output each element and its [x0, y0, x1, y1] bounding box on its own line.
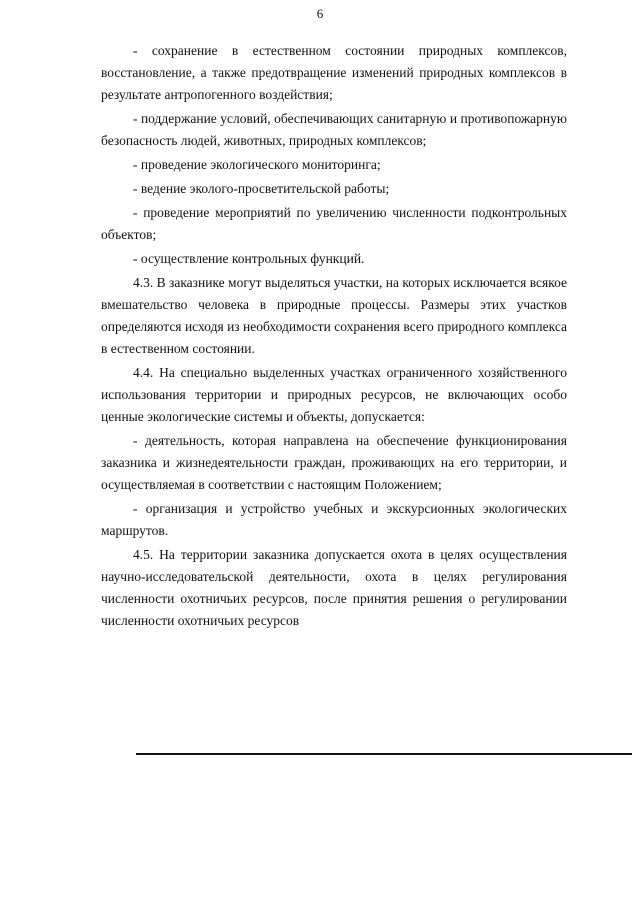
list-item-education: - ведение эколого-просветительской работы;: [133, 181, 390, 196]
list-item-activity: - деятельность, которая направлена на обеспечение функционирования заказника и жизнедеятельности граждан, проживающих на его территории, и осуществляемая в соответствии с настоящим Положением;: [101, 433, 567, 492]
clause-4-5: 4.5. На территории заказника допускается охота в целях осуществления научно-исследовательской деятельности, охота в целях регулирования численности охотничьих ресурсов, после принятия решения о регулировании численности охотничьих ресурсов: [101, 547, 567, 628]
clause-4-3: 4.3. В заказнике могут выделяться участки, на которых исключается всякое вмешательство человека в природные процессы. Размеры этих участков определяются исходя из необходимости сохранения всего природного комплекса в естественном состоянии.: [101, 275, 567, 356]
list-item-control: - осуществление контрольных функций.: [133, 251, 365, 266]
footnote-divider: [136, 753, 632, 755]
document-body: [101, 40, 567, 632]
list-item-monitoring: - проведение экологического мониторинга;: [133, 157, 381, 172]
clause-4-4: 4.4. На специально выделенных участках ограниченного хозяйственного использования территории и природных ресурсов, не включающих особо ценные экологические системы и объекты, допускается:: [101, 365, 567, 424]
list-item-preservation: - сохранение в естественном состоянии природных комплексов, восстановление, а также предотвращение изменений природных комплексов в результате антропогенного воздействия;: [101, 43, 567, 102]
list-item-routes: - организация и устройство учебных и экскурсионных экологических маршрутов.: [101, 501, 567, 538]
page-number: 6: [316, 6, 324, 21]
list-item-population: - проведение мероприятий по увеличению численности подконтрольных объектов;: [101, 205, 567, 242]
list-item-safety: - поддержание условий, обеспечивающих санитарную и противопожарную безопасность людей, животных, природных комплексов;: [101, 111, 567, 148]
